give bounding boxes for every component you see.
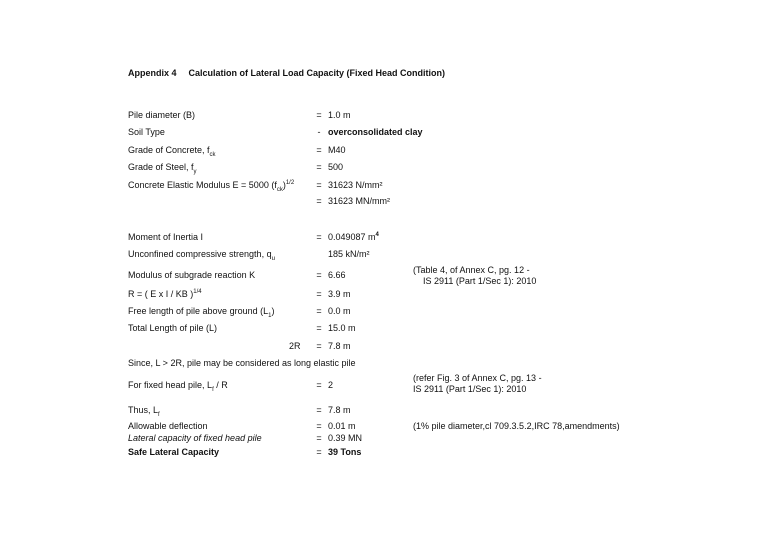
sep-allowable: =	[316, 421, 322, 431]
sep-lateral-capacity: =	[316, 433, 322, 443]
sep-thus: =	[316, 405, 322, 415]
value-grade-steel: 500	[328, 162, 344, 172]
value-elastic-modulus-mn: 31623 MN/mm²	[328, 196, 391, 206]
label-text: R = ( E x I / KB )	[128, 289, 194, 299]
note-table4	[413, 265, 536, 286]
label-text: For fixed head pile, L	[128, 380, 213, 390]
value-fixed-head: 2	[328, 380, 334, 390]
note-table4-line2: IS 2911 (Part 1/Sec 1): 2010	[423, 275, 537, 286]
label-soil-type: Soil Type	[128, 127, 165, 137]
value-lateral-capacity: 0.39 MN	[328, 433, 363, 443]
label-allowable: Allowable deflection	[128, 421, 208, 431]
label-text: Free length of pile above ground (L	[128, 306, 269, 316]
sep-r-value: =	[316, 289, 322, 299]
sep-grade-steel: =	[316, 162, 322, 172]
label-subscript: f	[212, 386, 214, 393]
label-fixed-head	[128, 380, 228, 391]
label-subscript: f	[158, 411, 160, 418]
label-text: Grade of Steel, f	[128, 162, 194, 172]
label-subscript: ck	[276, 186, 283, 193]
label-free-length	[128, 306, 274, 317]
label-moment-inertia: Moment of Inertia I	[128, 232, 204, 242]
title-text: Calculation of Lateral Load Capacity (Fixed Head Condition)	[188, 68, 446, 78]
note-fig3-line1: (refer Fig. 3 of Annex C, pg. 13 -	[413, 373, 542, 383]
appendix-number: Appendix 4	[128, 68, 177, 78]
label-subscript: 1	[268, 312, 272, 319]
note-deflection: (1% pile diameter,cl 709.3.5.2,IRC 78,amendments)	[413, 421, 620, 431]
label-r-value	[128, 289, 202, 300]
value-soil-type: overconsolidated clay	[328, 127, 423, 137]
sep-free-length: =	[316, 306, 322, 316]
sep-pile-diameter: =	[316, 110, 322, 120]
value-unconfined: 185 kN/m²	[328, 249, 370, 259]
label-lateral-capacity: Lateral capacity of fixed head pile	[128, 433, 262, 443]
note-fig3-line2: IS 2911 (Part 1/Sec 1): 2010	[413, 383, 527, 394]
label-subscript: y	[193, 168, 197, 175]
sep-elastic-modulus: =	[316, 180, 322, 190]
value-total-length: 15.0 m	[328, 323, 356, 333]
label-end: )	[282, 180, 286, 190]
label-pile-diameter: Pile diameter (B)	[128, 110, 196, 120]
value-text: 0.049087 m	[328, 232, 376, 242]
sep-total-length: =	[316, 323, 322, 333]
note-table4-line1: (Table 4, of Annex C, pg. 12 -	[413, 265, 530, 275]
label-subscript: u	[271, 255, 275, 262]
value-r-value: 3.9 m	[328, 289, 351, 299]
label-elastic-modulus	[128, 180, 294, 191]
label-text: Thus, L	[128, 405, 159, 415]
label-thus	[128, 405, 160, 416]
value-elastic-modulus: 31623 N/mm²	[328, 180, 383, 190]
label-total-length: Total Length of pile (L)	[128, 323, 218, 333]
label-superscript: 1/2	[285, 180, 295, 186]
value-allowable: 0.01 m	[328, 421, 356, 431]
sep-moment-inertia: =	[316, 232, 322, 242]
label-end: / R	[213, 380, 228, 390]
label-end: )	[271, 306, 275, 316]
value-free-length: 0.0 m	[328, 306, 351, 316]
page-title	[128, 68, 445, 79]
label-grade-concrete	[128, 145, 216, 156]
label-grade-steel	[128, 162, 197, 173]
label-unconfined	[128, 249, 275, 260]
value-subgrade: 6.66	[328, 270, 346, 280]
note-fig3	[413, 373, 542, 394]
value-two-r: 7.8 m	[328, 341, 351, 351]
label-text: Concrete Elastic Modulus E = 5000 (f	[128, 180, 277, 190]
label-superscript: 1/4	[193, 289, 202, 295]
label-subgrade: Modulus of subgrade reaction K	[128, 270, 256, 280]
sep-safe-capacity: =	[316, 447, 322, 457]
value-grade-concrete: M40	[328, 145, 346, 155]
value-moment-inertia	[328, 232, 379, 243]
value-thus: 7.8 m	[328, 405, 351, 415]
sep-grade-concrete: =	[316, 145, 322, 155]
value-superscript: 4	[375, 232, 379, 238]
label-safe-capacity: Safe Lateral Capacity	[128, 447, 220, 457]
value-safe-capacity: 39 Tons	[328, 447, 362, 457]
sep-elastic-modulus-mn: =	[316, 196, 322, 206]
label-subscript: ck	[209, 151, 216, 158]
sep-subgrade: =	[316, 270, 322, 280]
label-text: Grade of Concrete, f	[128, 145, 210, 155]
label-two-r: 2R	[289, 341, 301, 351]
sep-soil-type: -	[317, 127, 321, 137]
sep-fixed-head: =	[316, 380, 322, 390]
text-since: Since, L > 2R, pile may be considered as long elastic pile	[128, 358, 356, 368]
sep-two-r: =	[316, 341, 322, 351]
label-text: Unconfined compressive strength, q	[128, 249, 272, 259]
value-pile-diameter: 1.0 m	[328, 110, 351, 120]
